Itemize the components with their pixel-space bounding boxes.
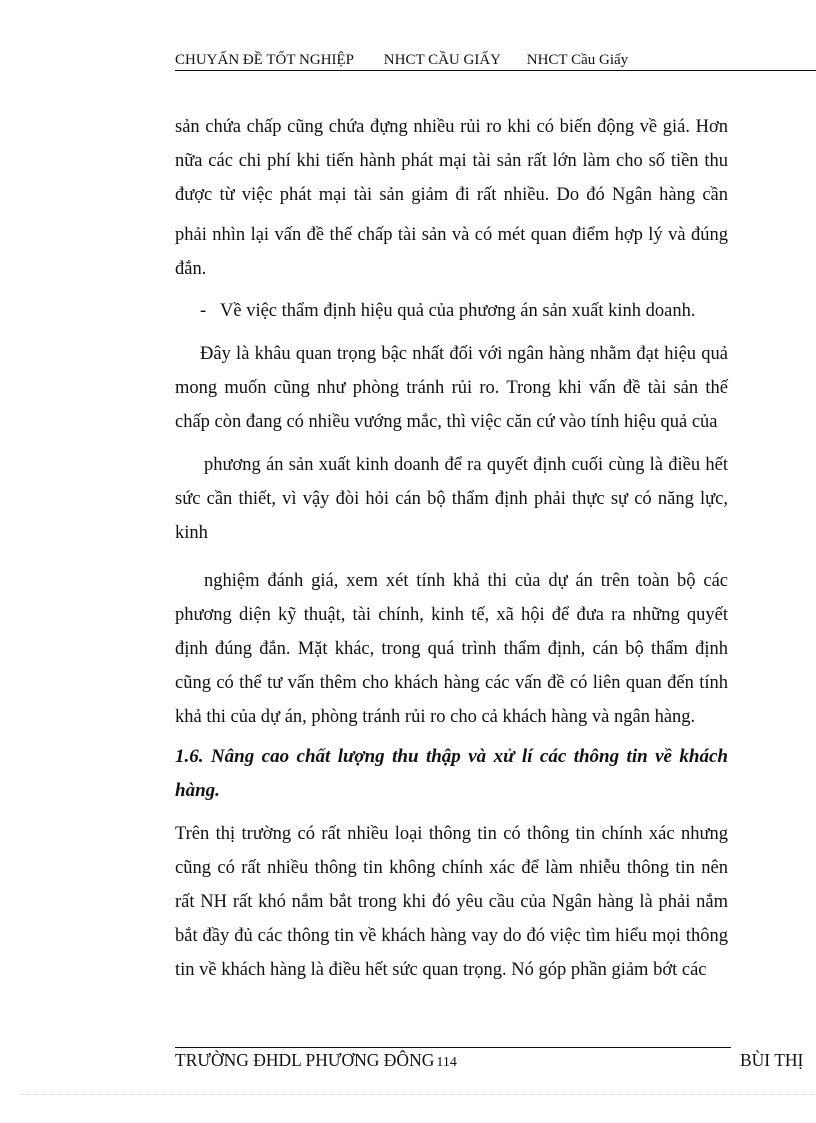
paragraph-business-plan [175,448,728,550]
page-number: 114 [436,1055,457,1070]
text-line: phương án sản xuất kinh doanh để ra quyết định cuối cùng là điều hết [204,455,728,475]
text-line: cũng có thể tư vấn thêm cho khách hàng các vấn đề có liên quan đến tính [175,673,728,693]
header-bank-name: NHCT Cầu Giấy [526,52,629,68]
heading-line: 1.6. Nâng cao chất lượng thu thập và xử lí các thông tin về khách [175,746,728,767]
text-line: nghiệm đánh giá, xem xét tính khả thi của dự án trên toàn bộ các [204,571,728,591]
text-line: sản chứa chấp cũng chứa đựng nhiều rủi ro khi có biến động về giá. Hơn [175,117,728,137]
text-line: sức cần thiết, vì vậy đòi hỏi cán bộ thẩm định phải thực sự có năng lực, [175,489,728,509]
bullet-marker: - [200,301,207,321]
bullet-text: Về việc thẩm định hiệu quả của phương án sản xuất kinh doanh. [220,301,696,321]
footer-school [175,1050,457,1071]
text-line: được từ việc phát mại tài sản giảm đi rất nhiều. Do đó Ngân hàng cần [175,185,728,205]
text-line: mong muốn cũng như phòng tránh rủi ro. Trong khi vấn đề tài sản thế [175,378,728,398]
text-line: phải nhìn lại vấn đề thế chấp tài sản và có mét quan điểm hợp lý và đúng [175,225,728,245]
text-line: định đúng đắn. Mặt khác, trong quá trình thẩm định, cán bộ thẩm định [175,639,728,659]
text-line: cũng có rất nhiều thông tin không chính xác để làm nhiễu thông tin nên [175,858,728,878]
paragraph-importance [175,337,728,439]
text-line: chấp còn đang có nhiều vướng mắc, thì việc căn cứ vào tính hiệu quả của [175,412,718,432]
text-line: khả thi của dự án, phòng tránh rủi ro cho cả khách hàng và ngân hàng. [175,707,696,727]
footer-divider [175,1047,731,1048]
header-thesis-title: CHUYẤN ĐỀ TỐT NGHIỆP [175,52,355,68]
text-line: phương diện kỹ thuật, tài chính, kinh tế, xã hội để đưa ra những quyết [175,605,728,625]
text-line: kinh [175,523,208,543]
paragraph-information [175,817,728,987]
paragraph-experience [175,564,728,734]
page-bottom-border [20,1094,816,1095]
bullet-appraisal [200,294,728,328]
text-line: Đây là khâu quan trọng bậc nhất đối với ngân hàng nhằm đạt hiệu quả [200,344,728,364]
text-line: rất NH rất khó nắm bắt trong khi đó yêu cầu của Ngân hàng là phải nắm [175,892,728,912]
paragraph-collateral [175,110,728,286]
footer-author: BÙI THỊ [740,1050,804,1070]
text-line: nữa các chi phí khi tiến hành phát mại tài sản rất lớn làm cho số tiền thu [175,151,728,171]
section-heading [175,740,728,808]
footer-school-name: TRƯỜNG ĐHDL PHƯƠNG ĐÔNG [175,1050,435,1070]
text-line: bắt đầy đủ các thông tin về khách hàng vay do đó việc tìm hiểu mọi thông [175,926,728,946]
page-header [175,52,816,71]
header-bank-upper: NHCT CẦU GIẤY [383,52,502,68]
bullet-line [200,294,728,328]
text-line: Trên thị trường có rất nhiều loại thông tin có thông tin chính xác nhưng [175,824,728,844]
text-line: tin về khách hàng là điều hết sức quan trọng. Nó góp phần giảm bớt các [175,960,707,980]
text-line: đắn. [175,259,207,279]
heading-line: hàng. [175,780,220,801]
